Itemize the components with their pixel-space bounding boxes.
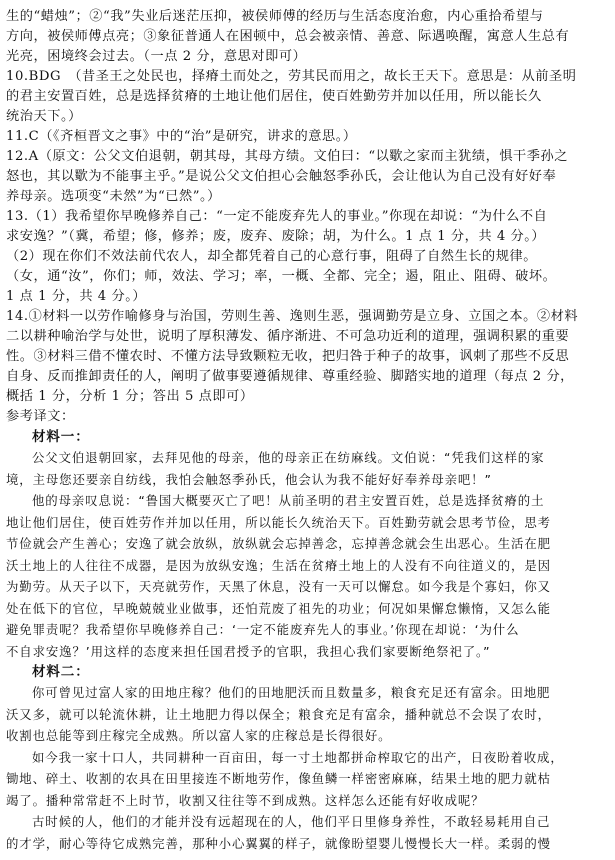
answer-line: 12.A（原文：公父文伯退朝，朝其母，其母方绩。文伯曰：“以歜之家而主犹绩，惧干季孙之 — [6, 149, 569, 164]
answer-line: 养母亲。选项变“未然”为“已然”。） — [6, 189, 221, 204]
translation-line: 如今我一家十口人，共同耕种一百亩田，每一寸土地都拼命榨取它的出产，日夜盼着收成， — [32, 749, 564, 765]
translation-line: 避免罪责呢？我希望你早晚修养自己：‘一定不能废弃先人的事业。’你现在却说：‘为什么 — [6, 622, 520, 637]
answer-line: （女，通“汝”，你们；师，效法、学习；率，一概、全都、完全；遏，阻止、阻碍、破坏。 — [6, 269, 557, 284]
answer-line: 生的“蜡烛”；②“我”失业后迷茫压抑，被侯师傅的经历与生活态度治愈，内心重拾希望与 — [6, 9, 544, 24]
answer-line: 性。③材料三借不懂农时、不懂方法导致颗粒无收，把归咎于种子的故事，讽刺了那些不反思 — [6, 349, 570, 364]
translation-line: 的才学，耐心等待它成熟完善，那种小心翼翼的样子，就像盼望婴儿慢慢长大一样。柔弱的慢 — [6, 835, 551, 851]
answer-line: 1 点 1 分，共 4 分。） — [6, 289, 147, 304]
answer-line: 求安逸？”（冀，希望；修，修养；废，废弃、废除；胡，为什么。1 点 1 分，共 4 分。） — [6, 229, 546, 244]
answer-section — [6, 7, 607, 427]
material-one-heading: 材料一： — [32, 429, 90, 445]
answer-line: 11.C（《齐桓晋文之事》中的“治”是研究，讲求的意思。） — [6, 129, 357, 144]
translation-line: 境，主母您还要亲自纺线，我怕会触怒季孙氏，他会认为我不能好好奉养母亲吧！” — [6, 471, 492, 487]
translation-line: 为勤劳。从天子以下，天亮就劳作，天黑了休息，没有一天可以懈怠。如今我是个寡妇，你又 — [6, 579, 551, 594]
translation-line: 收割也总能等到庄稼完全成熟。所以富人家的庄稼总是长得很好。 — [6, 728, 392, 743]
material-two-heading: 材料二： — [32, 664, 90, 680]
translation-section — [6, 427, 607, 854]
answer-line: 自身、反而推卸责任的人，阐明了做事要遵循规律、尊重经验、脚踏实地的道理（每点 2 分， — [6, 369, 574, 384]
translation-line: 地让他们居住，使百姓劳作并加以任用，所以能长久统治天下。百姓勤劳就会思考节俭，思考 — [6, 514, 551, 530]
translation-line: 锄地、碎土、收割的农具在田里接连不断地劳作，像鱼鳞一样密密麻麻，结果土地的肥力就枯 — [6, 771, 551, 786]
answer-line: （2）现在你们不效法前代农人，却全都凭着自己的心意行事，阻碍了自然生长的规律。 — [6, 249, 537, 264]
answer-line: 的君主安置百姓，总是选择贫瘠的土地让他们居住，使百姓勤劳并加以任用，所以能长久 — [6, 89, 542, 104]
translation-line: 他的母亲叹息说：“鲁国大概要灭亡了吧！从前圣明的君主安置百姓，总是选择贫瘠的土 — [32, 493, 545, 508]
answer-line: 二以耕种喻治学与处世，说明了厚积薄发、循序渐进、不可急功近利的道理，强调积累的重要 — [6, 329, 570, 344]
answer-line: 10.BDG （昔圣王之处民也，择瘠土而处之，劳其民而用之，故长王天下。意思是：从前圣明 — [6, 69, 577, 84]
translation-line: 古时候的人，他们的才能并没有远超现在的人，他们平日里修身养性，不敢轻易耗用自己 — [32, 814, 551, 829]
translation-line: 不自求安逸？’用这样的态度来担任国君授予的官职，我担心我们家要断绝祭祀了。” — [6, 643, 491, 659]
answer-line: 13.（1）我希望你早晚修养自己：“一定不能废弃先人的事业。”你现在却说：“为什么不自 — [6, 209, 548, 224]
translation-line: 公父文伯退朝回家，去拜见他的母亲，他的母亲正在纺麻线。文伯说：“凭我们这样的家 — [32, 450, 545, 465]
answer-document — [6, 7, 607, 854]
answer-line: 14.①材料一以劳作喻修身与治国，劳则生善、逸则生恶，强调勤劳是立身、立国之本。②材料 — [6, 309, 579, 324]
answer-line: 光亮，困境终会过去。（一点 2 分，意思对即可） — [6, 49, 307, 64]
translation-line: 沃又多，就可以轮流休耕，让土地肥力得以保全；粮食充足有富余，播种就总不会误了农时， — [6, 706, 551, 722]
translation-line: 竭了。播种常常赶不上时节，收割又往往等不到成熟。这样怎么还能有好收成呢？ — [6, 792, 485, 808]
translation-line: 处在低下的官位，早晚兢兢业业做事，还怕荒废了祖先的功业；何况如果懈怠懒惰，又怎么能 — [6, 600, 551, 616]
answer-line: 概括 1 分，分析 1 分；答出 5 点即可） — [6, 389, 254, 404]
translation-line: 沃土地上的人往往不成器，是因为放纵安逸；生活在贫瘠土地上的人没有不向往道义的，是因 — [6, 557, 551, 573]
reference-translation-heading: 参考译文： — [6, 409, 75, 424]
answer-line: 方向，被侯师傅点亮；③象征普通人在困顿中，总会被亲情、善意、际遇唤醒，寓意人生总有 — [6, 29, 570, 44]
answer-line: 统治天下。） — [6, 109, 82, 124]
answer-line: 怒也，其以歜为不能事主乎。”是说公父文伯担心会触怒季孙氏，会让他认为自己没有好好奉 — [6, 169, 557, 184]
translation-line: 你可曾见过富人家的田地庄稼？他们的田地肥沃而且数量多，粮食充足还有富余。田地肥 — [32, 685, 551, 700]
translation-line: 节俭就会产生善心；安逸了就会放纵，放纵就会忘掉善念，忘掉善念就会生出恶心。生活在肥 — [6, 536, 551, 551]
